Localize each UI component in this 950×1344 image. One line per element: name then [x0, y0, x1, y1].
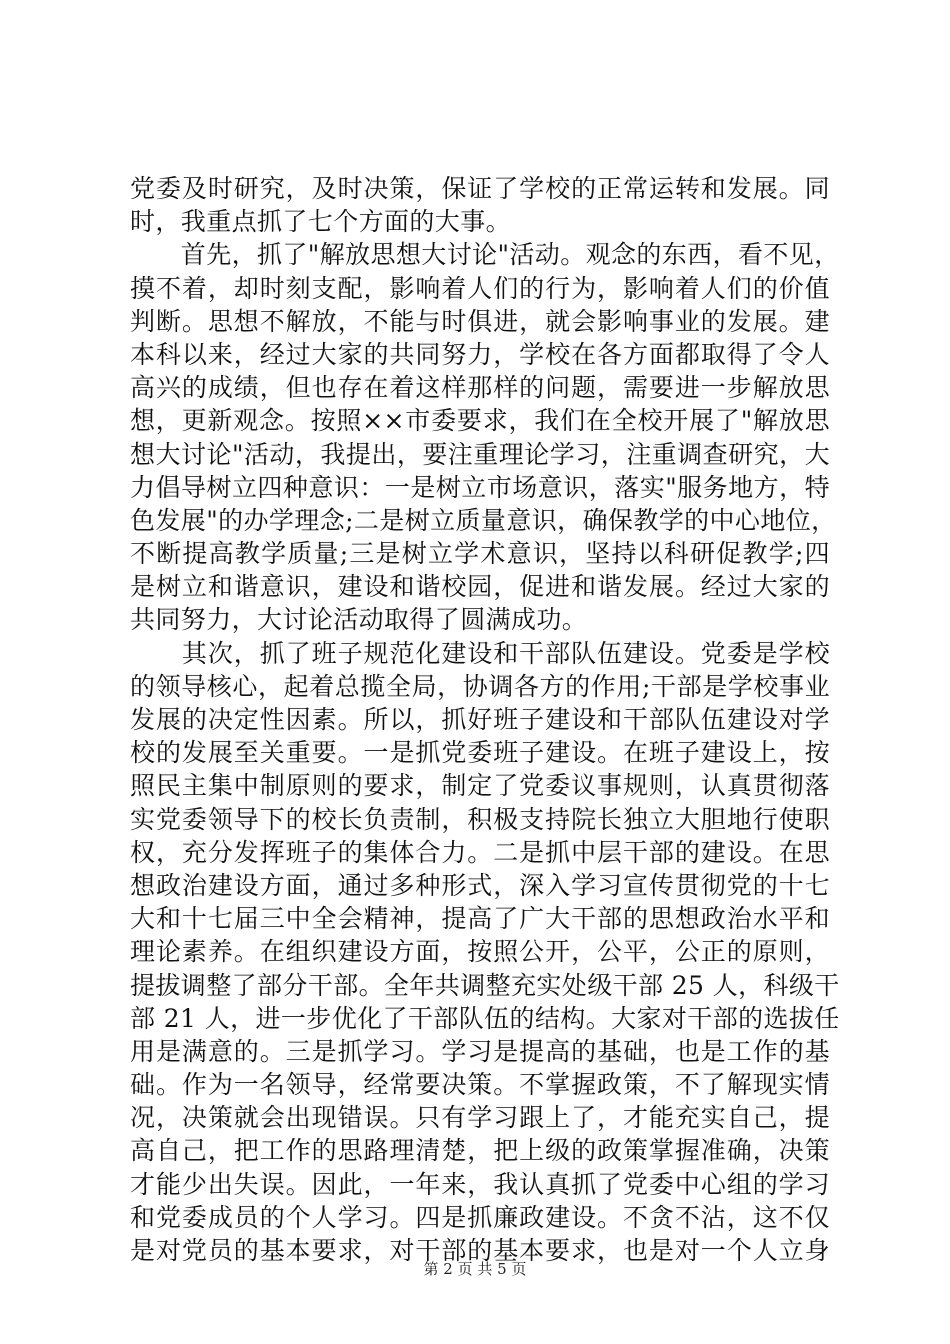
text-line: 高自己，把工作的思路理清楚，把上级的政策掌握准确，决策 [130, 1136, 830, 1166]
text-line: 大和十七届三中全会精神，提高了广大干部的思想政治水平和 [130, 904, 830, 934]
text-line: 时，我重点抓了七个方面的大事。 [130, 207, 512, 237]
text-line: 判断。思想不解放，不能与时俱进，就会影响事业的发展。建 [130, 306, 830, 336]
text-line: 想政治建设方面，通过多种形式，深入学习宣传贯彻党的十七 [130, 870, 830, 900]
text-line: 想，更新观念。按照××市委要求，我们在全校开展了"解放思 [130, 406, 830, 436]
text-line: 照民主集中制原则的要求，制定了党委议事规则，认真贯彻落 [130, 771, 830, 801]
text-line: 是对党员的基本要求，对干部的基本要求，也是对一个人立身 [130, 1236, 830, 1265]
text-line: 是树立和谐意识，建设和谐校园，促进和谐发展。经过大家的 [130, 572, 830, 602]
text-line: 理论素养。在组织建设方面，按照公开，公平，公正的原则， [130, 937, 830, 967]
text-line: 想大讨论"活动，我提出，要注重理论学习，注重调查研究，大 [130, 439, 830, 469]
text-line: 部 21 人，进一步优化了干部队伍的结构。大家对干部的选拔任 [130, 1003, 840, 1033]
text-line: 力倡导树立四种意识：一是树立市场意识，落实"服务地方，特 [130, 472, 830, 502]
text-line: 权，充分发挥班子的集体合力。二是抓中层干部的建设。在思 [130, 837, 830, 867]
text-line: 才能少出失误。因此，一年来，我认真抓了党委中心组的学习 [130, 1169, 830, 1199]
text-line: 实党委领导下的校长负责制，积极支持院长独立大胆地行使职 [130, 804, 830, 834]
text-line: 色发展"的办学理念;二是树立质量意识，确保教学的中心地位， [130, 505, 837, 535]
text-line: 用是满意的。三是抓学习。学习是提高的基础，也是工作的基 [130, 1036, 830, 1066]
text-line: 本科以来，经过大家的共同努力，学校在各方面都取得了令人 [130, 339, 830, 369]
text-line: 的领导核心，起着总揽全局，协调各方的作用;干部是学校事业 [130, 671, 830, 701]
text-line: 党委及时研究，及时决策，保证了学校的正常运转和发展。同 [130, 174, 830, 203]
text-line: 共同努力，大讨论活动取得了圆满成功。 [130, 605, 588, 635]
text-line: 高兴的成绩，但也存在着这样那样的问题，需要进一步解放思 [130, 373, 830, 403]
text-line: 提拔调整了部分干部。全年共调整充实处级干部 25 人，科级干 [130, 970, 840, 1000]
text-line: 发展的决定性因素。所以，抓好班子建设和干部队伍建设对学 [130, 705, 830, 734]
text-line: 不断提高教学质量;三是树立学术意识，坚持以科研促教学;四 [130, 539, 830, 569]
text-line: 首先，抓了"解放思想大讨论"活动。观念的东西，看不见， [130, 240, 840, 270]
text-line: 其次，抓了班子规范化建设和干部队伍建设。党委是学校 [130, 638, 830, 668]
text-line: 摸不着，却时刻支配，影响着人们的行为，影响着人们的价值 [130, 273, 830, 303]
text-line: 校的发展至关重要。一是抓党委班子建设。在班子建设上，按 [130, 738, 830, 768]
text-line: 和党委成员的个人学习。四是抓廉政建设。不贪不沾，这不仅 [130, 1202, 830, 1232]
text-line: 础。作为一名领导，经常要决策。不掌握政策，不了解现实情 [130, 1070, 830, 1100]
document-body [130, 172, 840, 1267]
page-number-footer: 第 2 页 共 5 页 [423, 1260, 527, 1278]
text-line: 况，决策就会出现错误。只有学习跟上了，才能充实自己，提 [130, 1103, 830, 1133]
